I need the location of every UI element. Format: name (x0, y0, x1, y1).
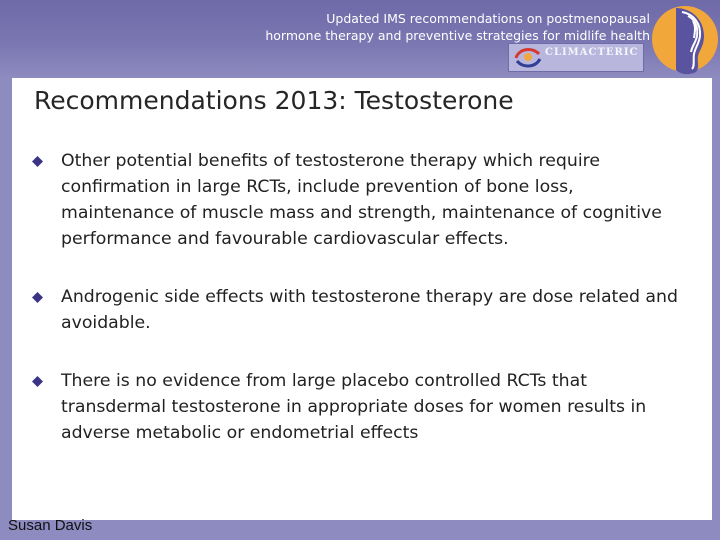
header-subtitle (230, 10, 650, 44)
header-line-1: Updated IMS recommendations on postmenopausal (326, 11, 650, 26)
slide-title: Recommendations 2013: Testosterone (34, 86, 514, 115)
climacteric-logo-text: CLIMACTERIC (545, 47, 639, 58)
bullet-item (32, 148, 692, 252)
climacteric-logo (508, 43, 644, 72)
bullet-list (32, 148, 692, 478)
climacteric-swirl-icon (513, 46, 543, 69)
bullet-text: There is no evidence from large placebo controlled RCTs that transdermal testosterone in appropriate doses for women results in adverse metabolic or endometrial effects (61, 371, 647, 443)
diamond-bullet-icon (32, 376, 43, 387)
bullet-text: Other potential benefits of testosterone therapy which require confirmation in large RCTs, include prevention of bone loss, maintenance of muscle mass and strength, maintenance of cognitive performance and favourable cardiovascular effects. (61, 151, 662, 249)
bullet-item (32, 368, 692, 446)
bullet-text: Androgenic side effects with testosterone therapy are dose related and avoidable. (61, 287, 678, 333)
header-line-2: hormone therapy and preventive strategies for midlife health (265, 28, 650, 43)
footer-author: Susan Davis (8, 517, 93, 534)
bullet-item (32, 284, 692, 336)
diamond-bullet-icon (32, 156, 43, 167)
diamond-bullet-icon (32, 292, 43, 303)
slide-content (12, 78, 712, 520)
ims-profile-logo-icon (652, 2, 718, 76)
